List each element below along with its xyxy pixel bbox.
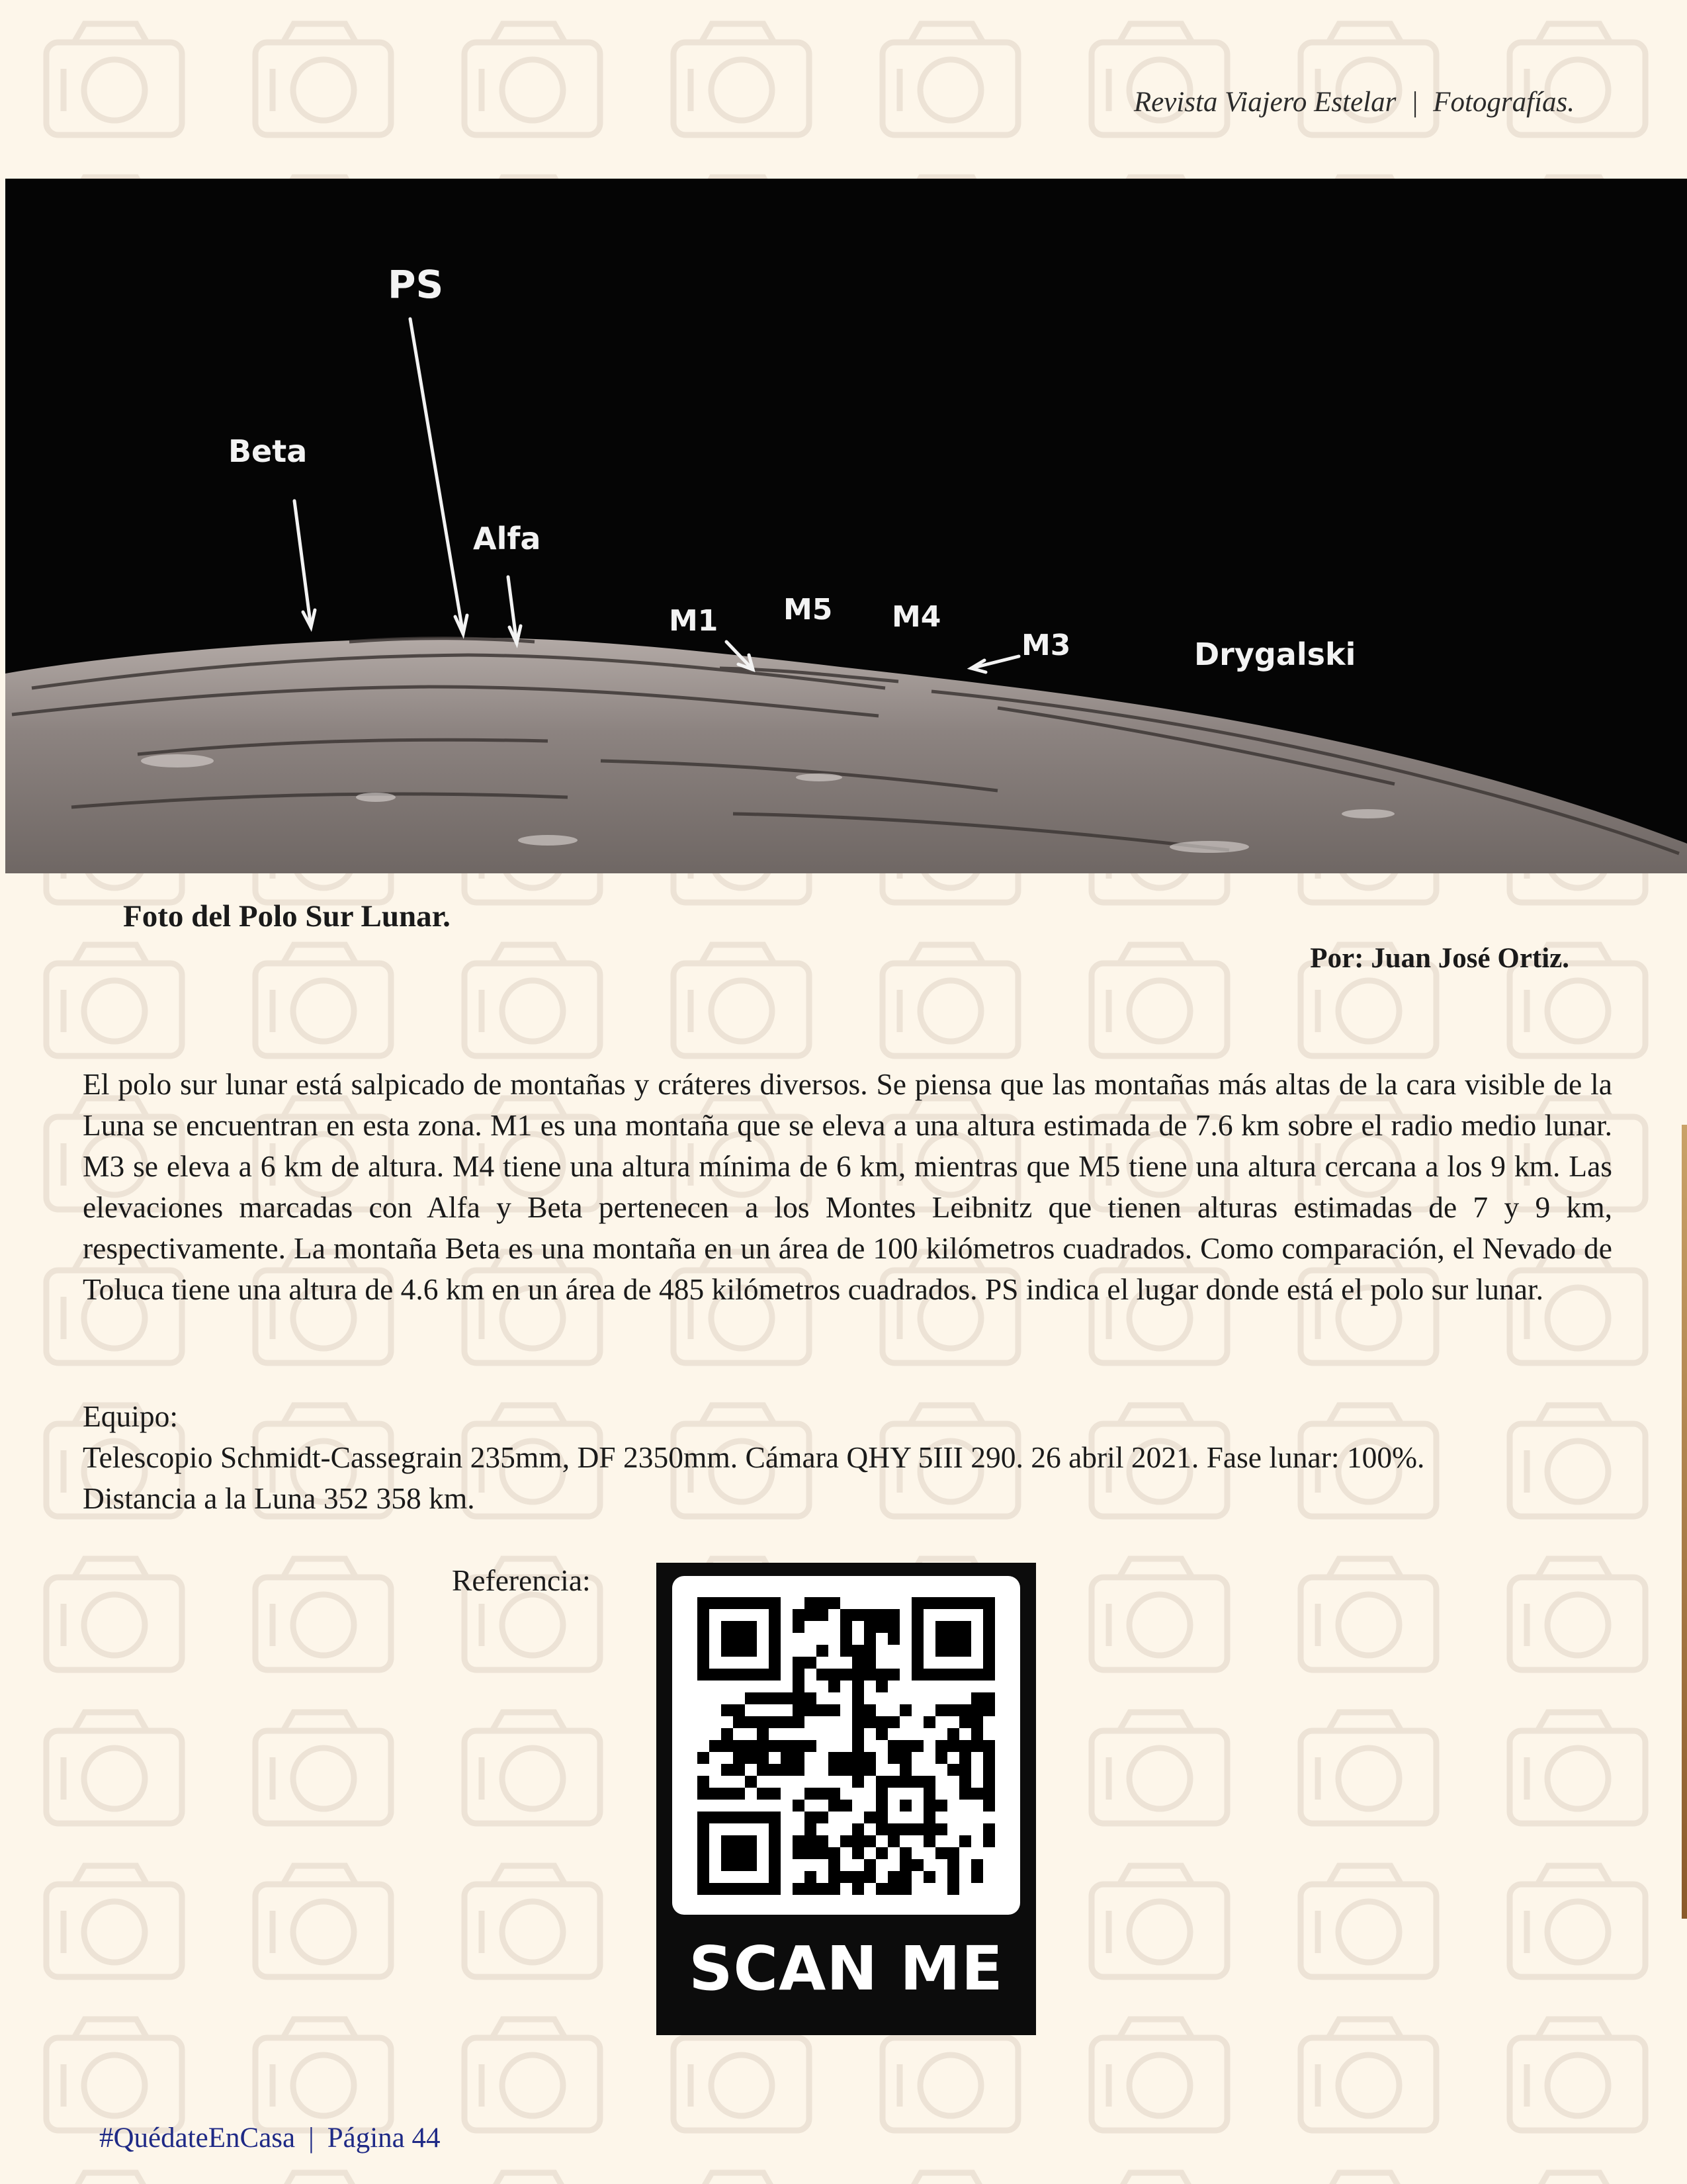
label-m4: M4 <box>892 600 941 634</box>
equipment-details: Telescopio Schmidt-Cassegrain 235mm, DF 2350mm. Cámara QHY 5III 290. 26 abril 2021. Fase lunar: 100%. <box>83 1440 1425 1474</box>
reference-label: Referencia: <box>452 1563 591 1597</box>
label-beta: Beta <box>228 433 308 469</box>
magazine-title: Revista Viajero Estelar <box>1133 87 1397 118</box>
article-body: El polo sur lunar está salpicado de montañas y cráteres diversos. Se piensa que las montañas más altas de la cara visible de la Luna se encuentran en esta zona. M1 es una montaña que se eleva a una altura estimada de 7.6 km sobre el radio medio lunar. M3 se eleva a 6 km de altura. M4 tiene una altura mínima de 6 km, mientras que M5 tiene una altura cercana a los 9 km. Las elevaciones marcadas con Alfa y Beta pertenecen a los Montes Leibnitz que tienen alturas estimadas de 7 y 9 km, respectivamente. La montaña Beta es una montaña en un área de 100 kilómetros cuadrados. Como comparación, el Nevado de Toluca tiene una altura de 4.6 km en un área de 485 kilómetros cuadrados. PS indica el lugar donde está el polo sur lunar. <box>83 1067 1612 1306</box>
label-m3: M3 <box>1021 629 1071 662</box>
page-footer <box>99 2122 441 2154</box>
qr-code-matrix <box>697 1597 995 1895</box>
page-number: Página 44 <box>327 2122 441 2154</box>
equipment-distance: Distancia a la Luna 352 358 km. <box>83 1481 475 1515</box>
label-drygalski: Drygalski <box>1194 636 1356 672</box>
page-header <box>1134 86 1575 118</box>
label-ps: PS <box>388 262 444 307</box>
section-title: Fotografías. <box>1433 87 1575 118</box>
photo-caption: Foto del Polo Sur Lunar. <box>123 899 451 934</box>
label-m5: M5 <box>783 593 833 627</box>
footer-separator: | <box>308 2122 314 2154</box>
label-alfa: Alfa <box>473 521 541 556</box>
author-byline: Por: Juan José Ortiz. <box>1310 943 1569 974</box>
footer-hashtag: #QuédateEnCasa <box>99 2122 296 2154</box>
header-separator: | <box>1410 87 1419 118</box>
scan-me-label: SCAN ME <box>689 1933 1004 2004</box>
lunar-south-pole-photo <box>5 179 1687 873</box>
label-m1: M1 <box>669 604 718 638</box>
qr-code[interactable] <box>672 1576 1020 1915</box>
qr-code-card[interactable] <box>656 1563 1036 2035</box>
equipment-section <box>83 1396 1618 1519</box>
equipment-heading: Equipo: <box>83 1399 179 1433</box>
page-edge-strip <box>1682 1125 1687 1919</box>
